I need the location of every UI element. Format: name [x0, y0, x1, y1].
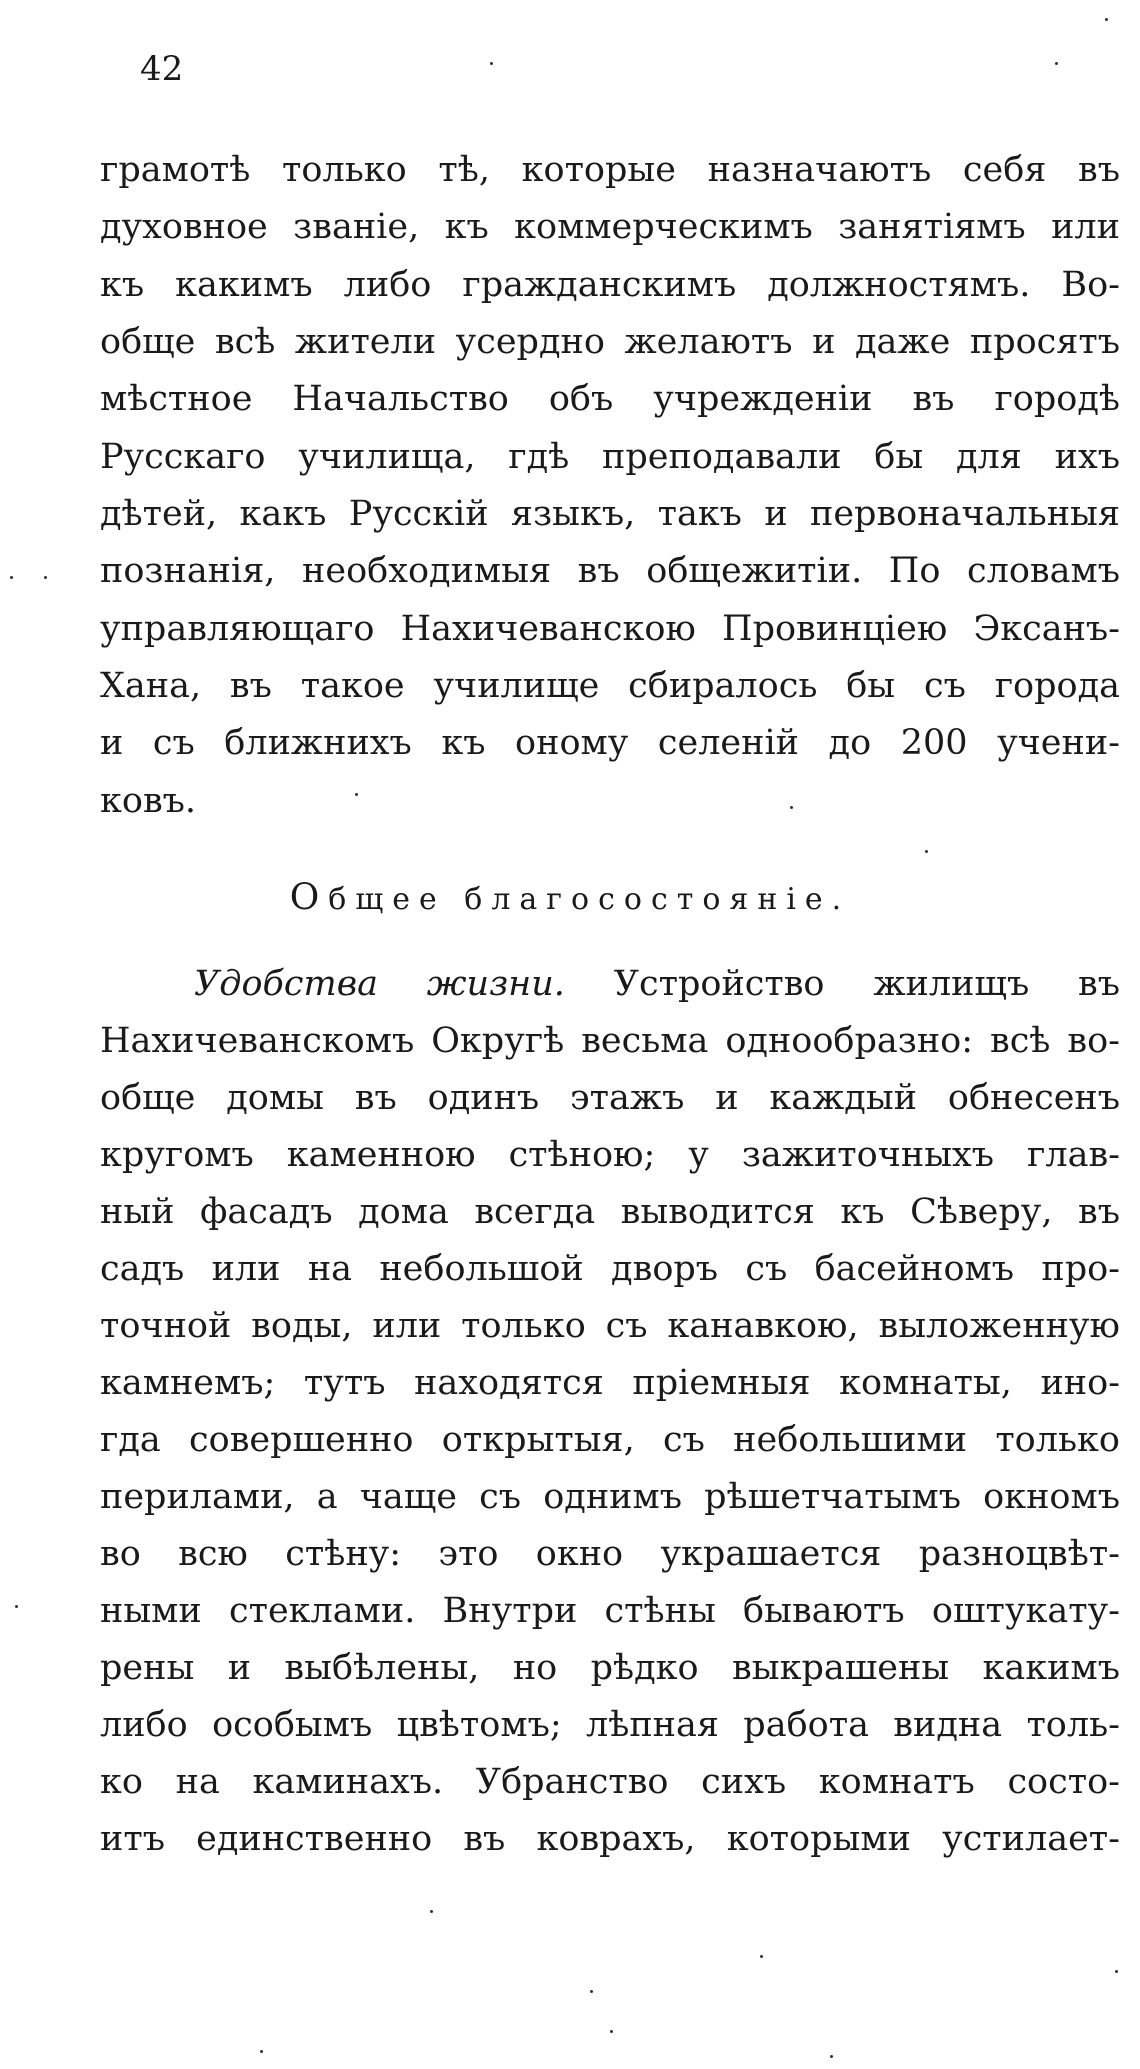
scan-speck — [830, 2055, 833, 2058]
text-line: управляющаго Нахичеванскою Провинціею Эксанъ- — [100, 609, 1120, 649]
text-line: познанія, необходимыя въ общежитіи. По словамъ — [100, 551, 1120, 591]
text-line: ными стеклами. Внутри стѣны бываютъ оштукату- — [100, 1591, 1120, 1631]
scan-speck — [760, 1955, 763, 1958]
scan-speck — [790, 806, 793, 809]
text-line: либо особымъ цвѣтомъ; лѣпная работа видна толь- — [100, 1705, 1120, 1745]
scan-speck — [1115, 1970, 1118, 1973]
text-line: ко на каминахъ. Убранство сихъ комнатъ состо- — [100, 1762, 1120, 1802]
section-heading-text: бщее благосостояніе. — [328, 882, 851, 917]
text-line — [100, 964, 1120, 1004]
scan-speck — [44, 576, 47, 579]
scan-speck — [1055, 62, 1058, 65]
text-line: Русскаго училища, гдѣ преподавали бы для ихъ — [100, 437, 1120, 477]
scan-speck — [925, 850, 928, 853]
text-line: обще всѣ жители усердно желаютъ и даже просятъ — [100, 322, 1120, 362]
text-line: гда совершенно открытыя, съ небольшими только — [100, 1420, 1120, 1460]
section-heading — [0, 878, 1140, 920]
text-line: садъ или на небольшой дворъ съ басейномъ про- — [100, 1249, 1120, 1289]
text-line: дѣтей, какъ Русскій языкъ, такъ и первоначальныя — [100, 494, 1120, 534]
scan-speck — [490, 62, 493, 65]
text-line: духовное званіе, къ коммерческимъ занятіямъ или — [100, 207, 1120, 247]
text-line: ный фасадъ дома всегда выводится къ Сѣверу, въ — [100, 1192, 1120, 1232]
text-line: и съ ближнихъ къ оному селеній до 200 учени- — [100, 723, 1120, 763]
scan-speck — [10, 576, 13, 579]
section-heading-initial: О — [289, 877, 329, 918]
scan-speck — [355, 793, 358, 796]
page-number: 42 — [140, 49, 184, 89]
text-line: рены и выбѣлены, но рѣдко выкрашены какимъ — [100, 1648, 1120, 1688]
text-line: точной воды, или только съ канавкою, выложенную — [100, 1306, 1120, 1346]
text-line: мѣстное Начальство объ учрежденіи въ городѣ — [100, 379, 1120, 419]
scan-speck — [610, 2030, 613, 2033]
text-line: ковъ. — [100, 781, 197, 821]
text-line: кругомъ каменною стѣною; у зажиточныхъ глав- — [100, 1135, 1120, 1175]
text-line: грамотѣ только тѣ, которые назначаютъ себя въ — [100, 150, 1120, 190]
scan-speck — [260, 2050, 263, 2053]
text-line: во всю стѣну: это окно украшается разноцвѣт- — [100, 1534, 1120, 1574]
text-line: итъ единственно въ коврахъ, которыми устилает- — [100, 1819, 1120, 1859]
text-line: Нахичеванскомъ Округѣ весьма однообразно: всѣ во- — [100, 1021, 1120, 1061]
scan-speck — [15, 1605, 18, 1608]
rubric-heading: Удобства жизни. — [194, 964, 565, 1004]
text-line: перилами, а чаще съ однимъ рѣшетчатымъ окномъ — [100, 1477, 1120, 1517]
scan-speck — [1105, 18, 1108, 21]
text-line: къ какимъ либо гражданскимъ должностямъ. Во- — [100, 265, 1120, 305]
text-line: камнемъ; тутъ находятся пріемныя комнаты, ино- — [100, 1363, 1120, 1403]
scan-speck — [430, 1910, 433, 1913]
text-line: обще домы въ одинъ этажъ и каждый обнесенъ — [100, 1078, 1120, 1118]
rubric-line-text: Устройство жилищъ въ — [564, 964, 1120, 1004]
text-line: Хана, въ такое училище сбиралось бы съ города — [100, 666, 1120, 706]
scan-speck — [590, 1990, 593, 1993]
